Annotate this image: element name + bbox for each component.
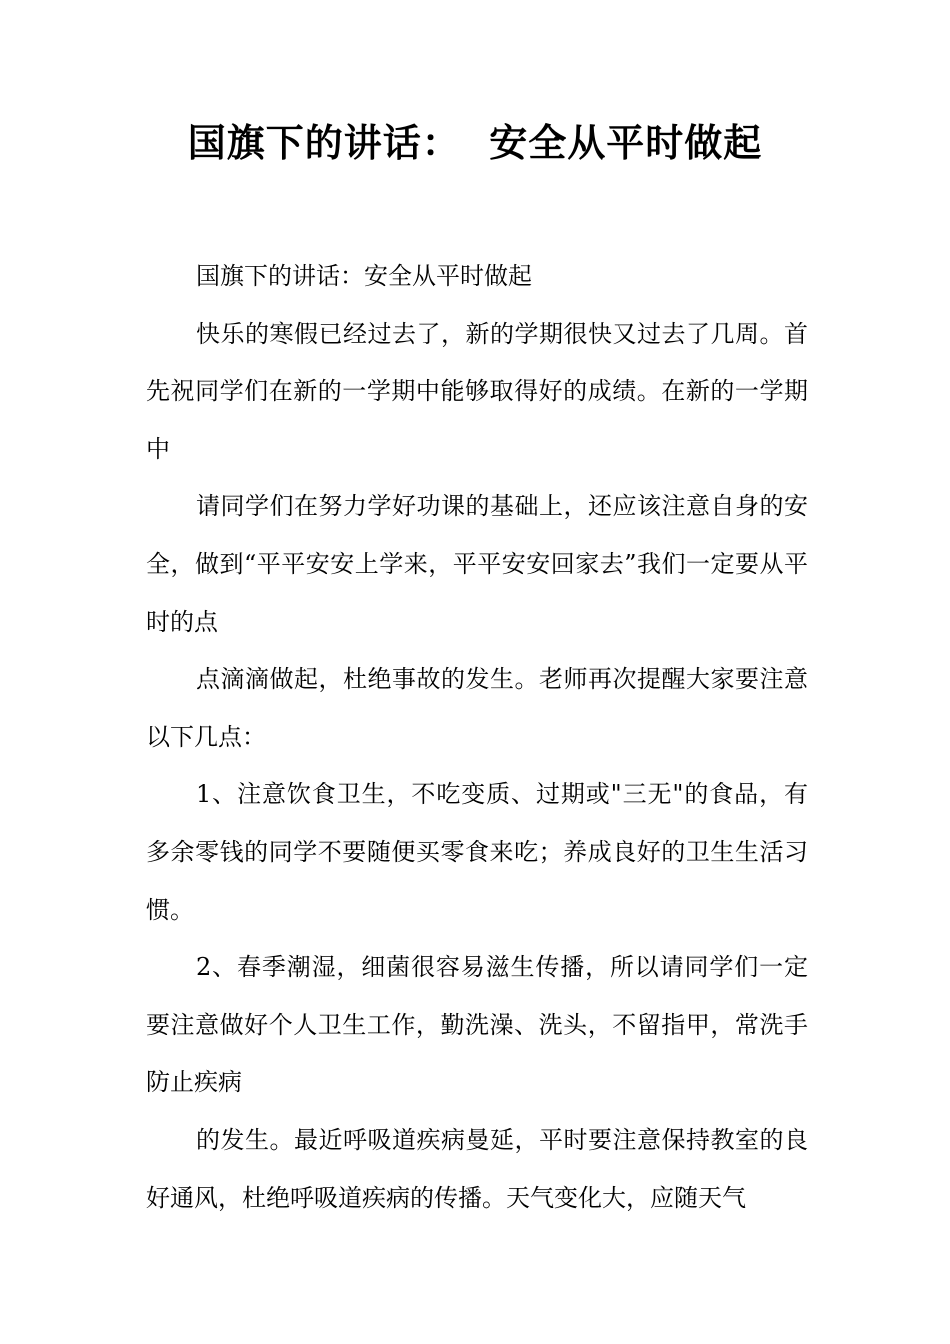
paragraph: 快乐的寒假已经过去了，新的学期很快又过去了几周。首先祝同学们在新的一学期中能够取得好的成绩。在新的一学期中 <box>146 319 808 463</box>
document-title: 国旗下的讲话： 安全从平时做起 <box>187 121 763 165</box>
paragraph: 点滴滴做起，杜绝事故的发生。老师再次提醒大家要注意以下几点： <box>146 665 808 751</box>
document-body <box>146 248 808 1227</box>
paragraph: 2、春季潮湿，细菌很容易滋生传播，所以请同学们一定要注意做好个人卫生工作，勤洗澡、洗头，不留指甲，常洗手防止疾病 <box>146 953 808 1097</box>
paragraph: 请同学们在努力学好功课的基础上，还应该注意自身的安全，做到“平平安安上学来，平平安安回家去”我们一定要从平时的点 <box>146 492 808 636</box>
paragraph-subtitle: 国旗下的讲话：安全从平时做起 <box>196 262 532 290</box>
paragraph: 1、注意饮食卫生，不吃变质、过期或"三无"的食品，有多余零钱的同学不要随便买零食来吃；养成良好的卫生生活习惯。 <box>146 780 808 924</box>
paragraph: 的发生。最近呼吸道疾病曼延，平时要注意保持教室的良好通风，杜绝呼吸道疾病的传播。天气变化大，应随天气 <box>146 1125 808 1212</box>
